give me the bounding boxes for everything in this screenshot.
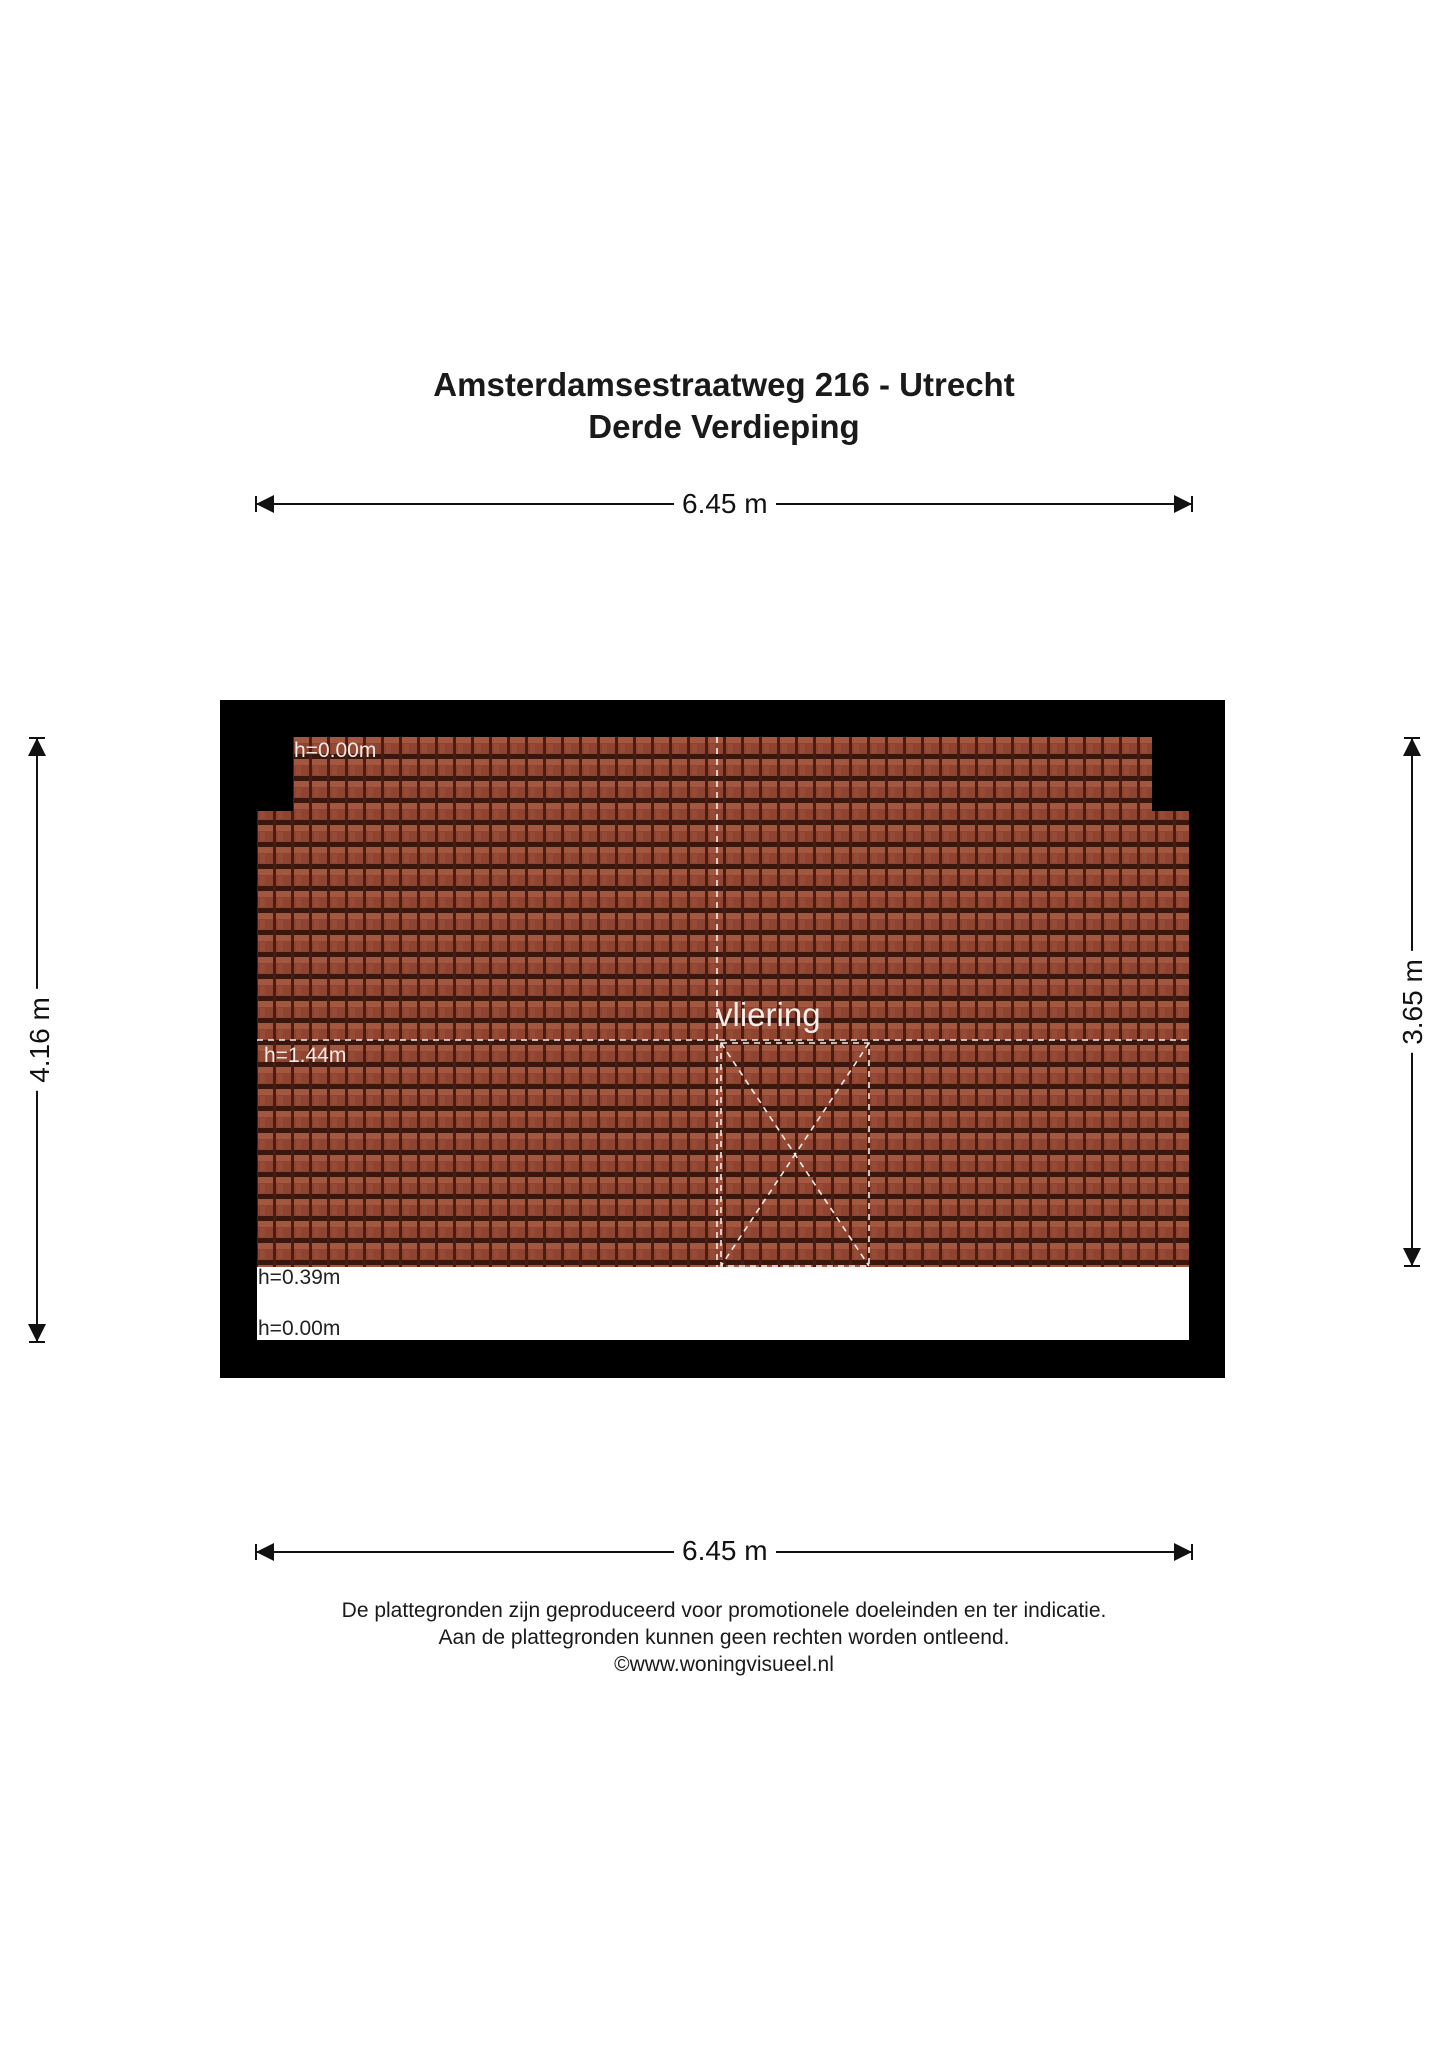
copyright-line: ©www.woningvisueel.nl	[614, 1653, 834, 1676]
disclaimer-line-2: Aan de plattegronden kunnen geen rechten worden ontleend.	[438, 1626, 1010, 1649]
wall-notch-right	[1152, 737, 1189, 811]
room-name-label: vliering	[716, 996, 821, 1033]
wall-notch-left	[257, 737, 293, 811]
height-label-lower: h=0.39m	[258, 1266, 341, 1289]
top-width-label: 6.45 m	[674, 488, 776, 520]
height-label-top: h=0.00m	[294, 739, 377, 762]
floor-title: Derde Verdieping	[588, 408, 860, 445]
right-height-label: 3.65 m	[1397, 951, 1429, 1053]
height-label-bottom: h=0.00m	[258, 1317, 341, 1340]
height-label-middle: h=1.44m	[264, 1044, 347, 1067]
left-height-label: 4.16 m	[24, 989, 56, 1091]
address-title: Amsterdamsestraatweg 216 - Utrecht	[433, 366, 1015, 403]
bottom-width-label: 6.45 m	[674, 1535, 776, 1567]
disclaimer-footer	[0, 1597, 1448, 1678]
disclaimer-line-1: De plattegronden zijn geproduceerd voor promotionele doeleinden en ter indicatie.	[341, 1599, 1107, 1622]
